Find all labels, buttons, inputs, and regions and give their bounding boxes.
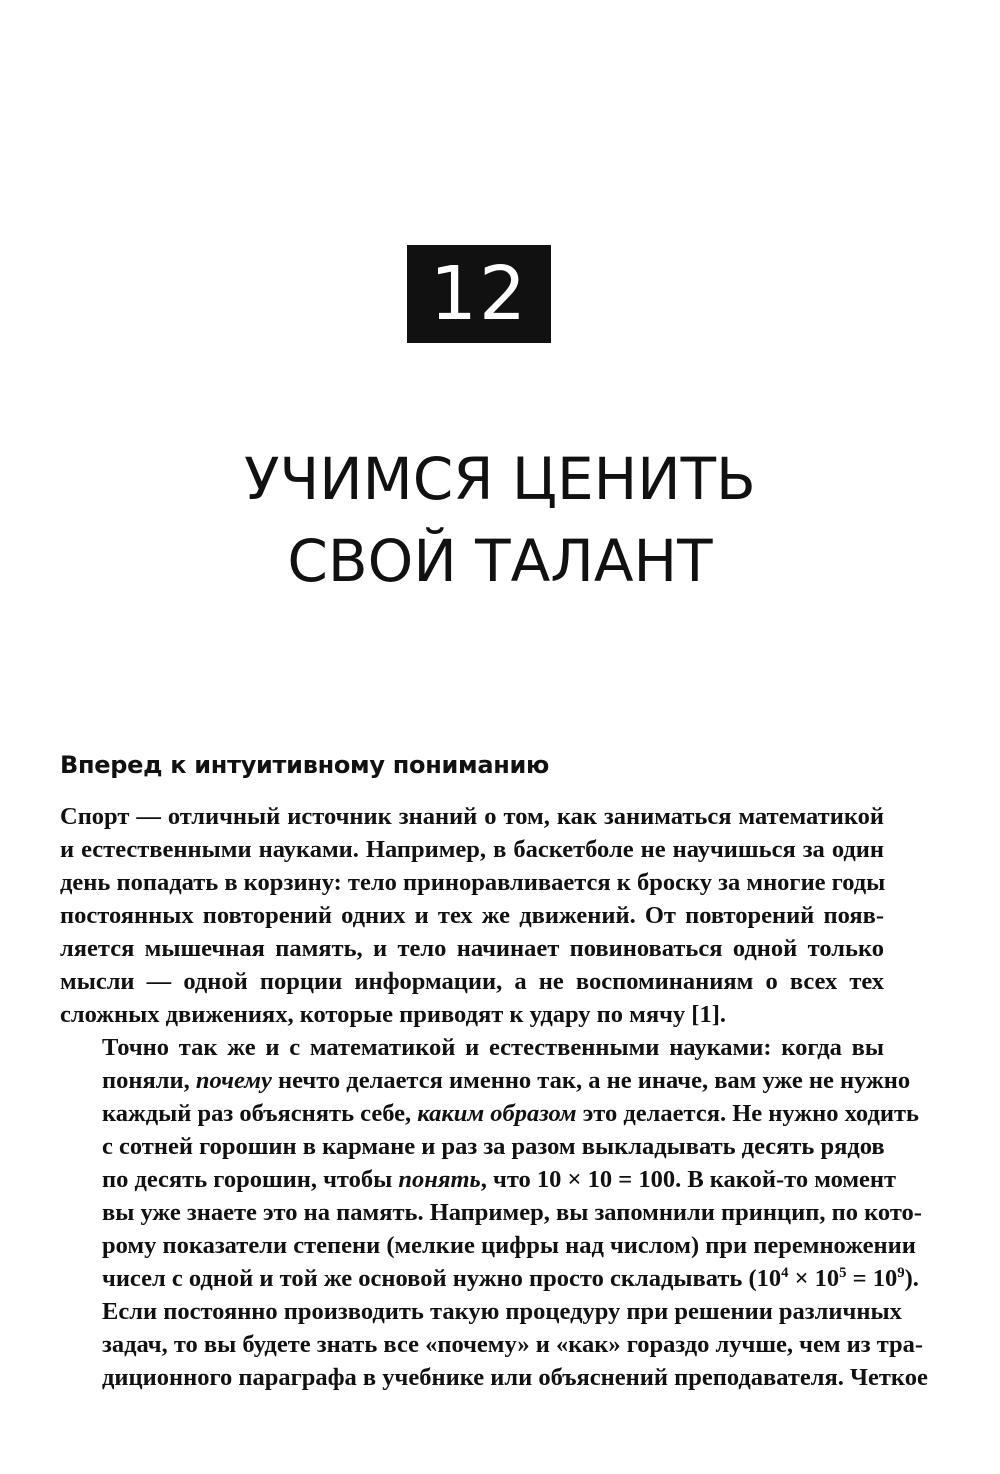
text-run: по десять горошин, чтобы bbox=[102, 1166, 399, 1193]
text-line: Точно так же и с математикой и естественными науками: когда вы bbox=[102, 1034, 884, 1061]
text-line: день попадать в корзину: тело приноравливается к броску за многие годы bbox=[60, 869, 886, 896]
emphasis-word: понять bbox=[398, 1166, 481, 1193]
text-run: ). bbox=[904, 1265, 919, 1292]
text-line: мысли — одной порции информации, а не воспоминаниям о всех тех bbox=[60, 968, 884, 995]
body-text bbox=[60, 800, 928, 1394]
emphasis-word: каким образом bbox=[417, 1100, 577, 1127]
text-line: вы уже знаете это на память. Например, вы запомнили принцип, по кото- bbox=[102, 1199, 922, 1226]
text-run: × 10 bbox=[788, 1265, 840, 1292]
exponent: 9 bbox=[897, 1265, 905, 1282]
text-line bbox=[60, 1097, 919, 1130]
text-line: Если постоянно производить такую процедуру при решении различных bbox=[102, 1298, 902, 1325]
text-line: рому показатели степени (мелкие цифры над числом) при перемножении bbox=[102, 1232, 916, 1259]
text-line: сложных движениях, которые приводят к удару по мячу [1]. bbox=[60, 1001, 726, 1028]
text-line: ляется мышечная память, и тело начинает повиноваться одной только bbox=[60, 935, 884, 962]
text-line bbox=[60, 1262, 919, 1295]
text-line: и естественными науками. Например, в баскетболе не научишься за один bbox=[60, 836, 884, 863]
section-heading: Вперед к интуитивному пониманию bbox=[60, 751, 550, 779]
paragraph-2 bbox=[60, 1031, 928, 1394]
emphasis-word: почему bbox=[195, 1067, 272, 1094]
text-run: каждый раз объяснять себе, bbox=[102, 1100, 418, 1127]
text-line: диционного параграфа в учебнике или объяснений преподавателя. Четкое bbox=[102, 1364, 928, 1391]
text-run: = 10 bbox=[846, 1265, 898, 1292]
text-line bbox=[60, 1163, 897, 1196]
text-line bbox=[60, 1064, 911, 1097]
exponent: 4 bbox=[781, 1265, 789, 1282]
chapter-title bbox=[0, 438, 1000, 602]
text-run: , что 10 × 10 = 100. В какой-то момент bbox=[480, 1166, 897, 1193]
text-run: это делается. Не нужно ходить bbox=[576, 1100, 919, 1127]
chapter-number-badge bbox=[407, 245, 551, 343]
chapter-number: 12 bbox=[429, 251, 529, 337]
text-run: нечто делается именно так, а не иначе, вам уже не нужно bbox=[271, 1067, 911, 1094]
chapter-title-line-2: СВОЙ ТАЛАНТ bbox=[287, 527, 713, 595]
text-line: с сотней горошин в кармане и раз за разом выкладывать десять рядов bbox=[102, 1133, 885, 1160]
text-line: постоянных повторений одних и тех же движений. От повторений появ- bbox=[60, 902, 884, 929]
text-run: поняли, bbox=[102, 1067, 196, 1094]
text-line: задач, то вы будете знать все «почему» и «как» гораздо лучше, чем из тра- bbox=[102, 1331, 924, 1358]
exponent: 5 bbox=[839, 1265, 847, 1282]
text-line: Спорт — отличный источник знаний о том, как заниматься математикой bbox=[60, 803, 884, 830]
paragraph-1 bbox=[60, 800, 884, 1031]
chapter-title-line-1: УЧИМСЯ ЦЕНИТЬ bbox=[244, 445, 756, 513]
text-run: чисел с одной и той же основой нужно просто складывать (10 bbox=[102, 1265, 782, 1292]
